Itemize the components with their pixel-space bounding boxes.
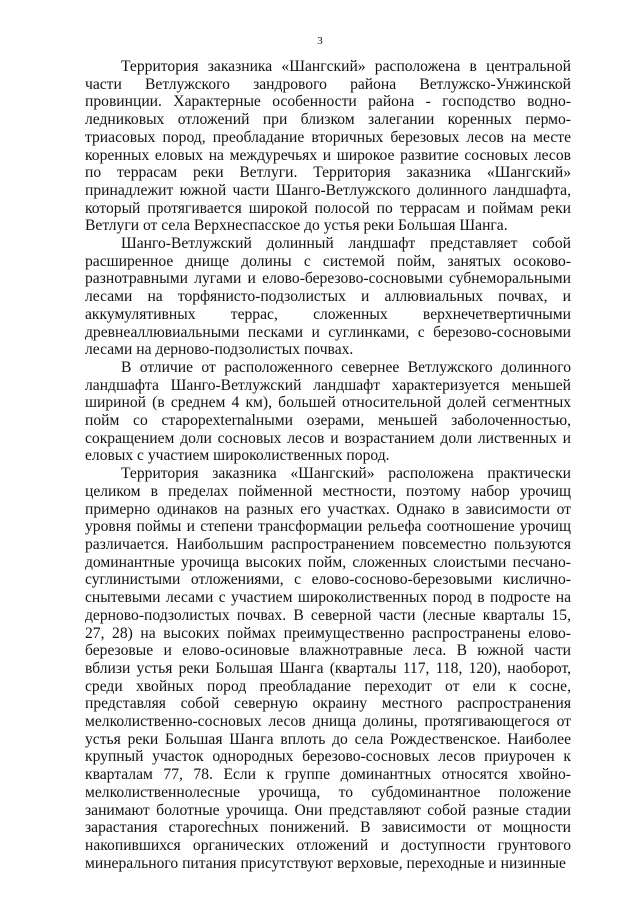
paragraph-1: Территория заказника «Шангский» расположена в центральной части Ветлужского зандрового района Ветлужско-Унжинской провинции. Характерные особенности района - господство водно-ледниковых отложений при близком залегании коренных пермо-триасовых пород, преобладание вторичных березовых лесов на месте коренных еловых на междуречьях и широкое развитие сосновых лесов по террасам реки Ветлуги. Территория заказника «Шангский» принадлежит южной части Шанго-Ветлужского долинного ландшафта, который протягивается широкой полосой по террасам и поймам реки Ветлуги от села Верхнеспасское до устья реки Большая Шанга.: [85, 58, 571, 235]
paragraph-2: Шанго-Ветлужский долинный ландшафт представляет собой расширенное днище долины с системой пойм, занятых осоково-разнотравными лугами и елово-березово-сосновыми субнеморальными лесами на торфянисто-подзолистых и аллювиальных почвах, и аккумулятивных террас, сложенных верхнечетвертичными древнеаллювиальными песками и суглинками, с березово-сосновыми лесами на дерново-подзолистых почвах.: [85, 235, 571, 359]
paragraph-3: В отличие от расположенного севернее Ветлужского долинного ландшафта Шанго-Ветлужский ландшафт характеризуется меньшей шириной (в среднем 4 км), большей относительной долей сегментных пойм со старорexternalными озерами, меньшей заболоченностью, сокращением доли сосновых лесов и возрастанием доли лиственных и еловых с участием широколиственных пород.: [85, 358, 571, 465]
paragraph-4: Территория заказника «Шангский» расположена практически целиком в пределах пойменной местности, поэтому набор урочищ примерно одинаков на разных его участках. Однако в зависимости от уровня поймы и степени трансформации рельефа соотношение урочищ различается. Наибольшим распространением повсеместно пользуются доминантные урочища высоких пойм, сложенных слоистыми песчано-суглинистыми отложениями, с елово-сосново-березовыми кислично-снытевыми лесами с участием широколиственных пород в подросте на дерново-подзолистых почвах. В северной части (лесные кварталы 15, 27, 28) на высоких поймах преимущественно распространены елово-березовые и елово-осиновые влажнотравные леса. В южной части вблизи устья реки Большая Шанга (кварталы 117, 118, 120), наоборот, среди хвойных пород преобладание переходит от ели к сосне, представляя собой северную окраину местного распространения мелколиственно-сосновых лесов днища долины, протягивающегося от устья реки Большая Шанга вплоть до села Рождественское. Наиболее крупный участок однородных березово-сосновых лесов приурочен к кварталам 77, 78. Если к группе доминантных относятся хвойно-мелколиственнолесные урочища, то субдоминантное положение занимают болотные урочища. Они представляют собой разные стадии зарастания старorechных понижений. В зависимости от мощности накопившихся органических отложений и доступности грунтового минерального питания присутствуют верховые, переходные и низинные: [85, 465, 571, 872]
page-number: 3: [317, 35, 323, 47]
document-body: [85, 58, 571, 872]
